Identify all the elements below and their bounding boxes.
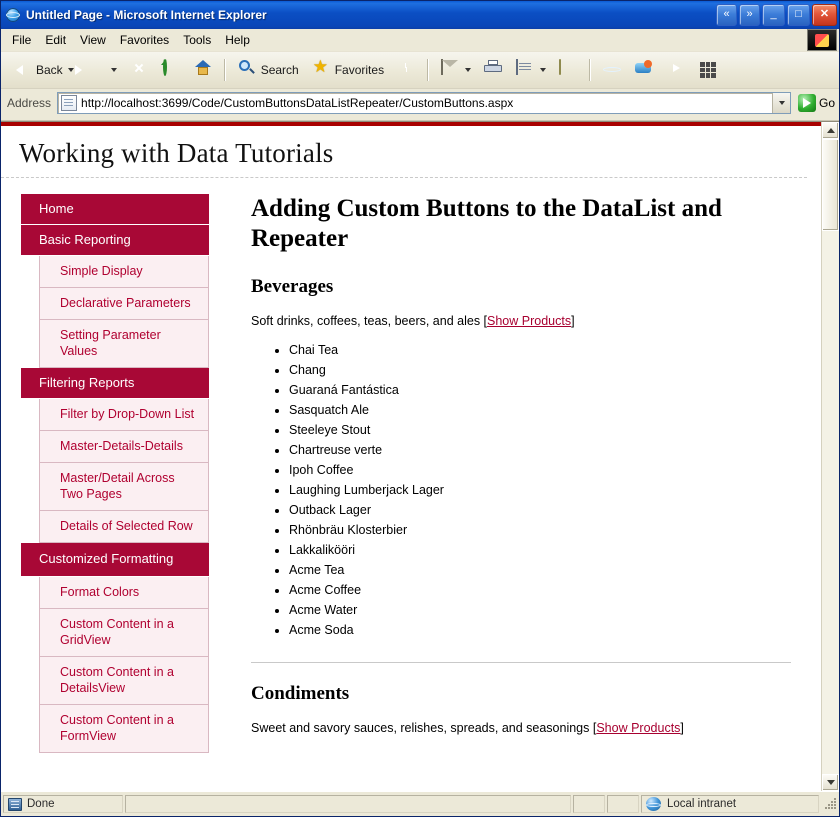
windows-logo-icon bbox=[807, 29, 837, 51]
stop-icon bbox=[129, 60, 149, 80]
address-dropdown-button[interactable] bbox=[772, 93, 790, 113]
menu-file[interactable]: File bbox=[12, 33, 32, 47]
home-button[interactable] bbox=[188, 57, 218, 83]
article-title: Adding Custom Buttons to the DataList and Repeater bbox=[251, 195, 722, 252]
sidebar-item-filtering-reports[interactable]: Filtering Reports bbox=[21, 368, 209, 399]
star-icon: ★ bbox=[312, 57, 328, 76]
home-icon bbox=[193, 60, 213, 80]
web-page bbox=[1, 122, 821, 791]
scroll-up-button[interactable] bbox=[822, 122, 839, 139]
status-bar bbox=[1, 791, 839, 816]
msn-button[interactable] bbox=[629, 57, 659, 83]
status-filler bbox=[125, 795, 571, 813]
sidebar-item-details-of-selected-row[interactable]: Details of Selected Row bbox=[39, 511, 209, 543]
back-button-label: Back bbox=[36, 63, 63, 77]
refresh-icon bbox=[161, 60, 181, 80]
resize-grip[interactable] bbox=[823, 795, 839, 813]
list-item: • Chang bbox=[289, 360, 791, 380]
security-zone-label: Local intranet bbox=[667, 798, 737, 810]
restore-group-right-button[interactable]: » bbox=[739, 4, 760, 26]
list-item: • Laughing Lumberjack Lager bbox=[289, 480, 791, 500]
scroll-down-button[interactable] bbox=[822, 774, 839, 791]
status-text: Done bbox=[27, 798, 55, 810]
discussions-icon bbox=[558, 60, 578, 80]
chevron-down-icon[interactable] bbox=[68, 68, 74, 72]
list-item: • Acme Coffee bbox=[289, 580, 791, 600]
page-icon bbox=[61, 95, 77, 111]
media-play-icon bbox=[666, 60, 686, 80]
section-heading-beverages: Beverages bbox=[251, 276, 334, 297]
toolbar-separator bbox=[224, 59, 226, 81]
history-button[interactable] bbox=[391, 57, 421, 83]
toolbar-separator bbox=[589, 59, 591, 81]
chevron-down-icon[interactable] bbox=[111, 68, 117, 72]
list-item: • Acme Soda bbox=[289, 620, 791, 640]
list-item: • Lakkalikööri bbox=[289, 540, 791, 560]
sidebar-item-format-colors[interactable]: Format Colors bbox=[39, 577, 209, 609]
close-button[interactable]: ✕ bbox=[812, 4, 837, 26]
section-blurb-condiments bbox=[251, 719, 791, 737]
refresh-button[interactable] bbox=[156, 57, 186, 83]
back-arrow-icon bbox=[12, 60, 32, 80]
maximize-button[interactable]: □ bbox=[787, 4, 810, 26]
security-zone bbox=[641, 795, 819, 813]
edit-button[interactable] bbox=[510, 57, 551, 83]
apps-grid-button[interactable] bbox=[693, 57, 723, 83]
page-done-icon bbox=[8, 798, 22, 811]
menu-bar bbox=[1, 29, 839, 52]
vertical-scrollbar[interactable] bbox=[821, 122, 839, 791]
address-bar bbox=[1, 89, 839, 121]
forward-button[interactable] bbox=[81, 57, 122, 83]
scrollbar-thumb[interactable] bbox=[822, 139, 839, 231]
minimize-button[interactable]: _ bbox=[762, 4, 785, 26]
menu-tools[interactable]: Tools bbox=[183, 33, 212, 47]
msn-icon bbox=[634, 60, 654, 80]
edit-page-icon bbox=[515, 60, 535, 80]
list-item: • Chai Tea bbox=[289, 340, 791, 360]
list-item: • Sasquatch Ale bbox=[289, 400, 791, 420]
toolbar bbox=[1, 52, 839, 89]
status-slot-1 bbox=[573, 795, 605, 813]
search-icon bbox=[237, 60, 257, 80]
sidebar-item-declarative-parameters[interactable]: Declarative Parameters bbox=[39, 288, 209, 320]
list-item: • Steeleye Stout bbox=[289, 420, 791, 440]
restore-group-left-button[interactable]: « bbox=[716, 4, 737, 26]
page-body bbox=[1, 178, 821, 753]
globe-icon bbox=[602, 60, 622, 80]
forward-arrow-icon bbox=[86, 60, 106, 80]
blurb-text: Sweet and savory sauces, relishes, spreads, and seasonings [ bbox=[251, 721, 597, 735]
sidebar-item-simple-display[interactable]: Simple Display bbox=[39, 256, 209, 288]
product-list-beverages bbox=[251, 340, 791, 640]
menu-help[interactable]: Help bbox=[225, 33, 250, 47]
media-button[interactable] bbox=[661, 57, 691, 83]
sidebar-item-home[interactable]: Home bbox=[21, 194, 209, 225]
blurb-text: Soft drinks, coffees, teas, beers, and ales [ bbox=[251, 314, 488, 328]
go-button[interactable] bbox=[798, 94, 835, 112]
title-bar bbox=[1, 1, 839, 29]
blurb-text-end: ] bbox=[680, 721, 684, 735]
status-slot-2 bbox=[607, 795, 639, 813]
go-arrow-icon bbox=[798, 94, 816, 112]
discuss-button[interactable] bbox=[553, 57, 583, 83]
chevron-up-icon bbox=[827, 128, 835, 133]
site-header bbox=[1, 126, 807, 178]
mail-icon bbox=[440, 60, 460, 80]
mail-button[interactable] bbox=[435, 57, 476, 83]
blurb-text-end: ] bbox=[571, 314, 575, 328]
go-button-label: Go bbox=[818, 96, 835, 110]
main-content bbox=[209, 194, 821, 753]
search-button-label: Search bbox=[260, 63, 299, 77]
sidebar-item-custom-content-gridview[interactable]: Custom Content in a GridView bbox=[39, 609, 209, 657]
sidebar-item-customized-formatting[interactable]: Customized Formatting bbox=[21, 543, 209, 577]
print-button[interactable] bbox=[478, 57, 508, 83]
chevron-down-icon bbox=[827, 780, 835, 785]
chevron-down-icon[interactable] bbox=[540, 68, 546, 72]
page-title: Working with Data Tutorials bbox=[19, 138, 334, 168]
window-controls bbox=[716, 4, 837, 26]
ie-globe-icon bbox=[5, 7, 21, 23]
toolbar-separator bbox=[427, 59, 429, 81]
section-blurb-beverages bbox=[251, 312, 791, 330]
back-button[interactable] bbox=[7, 57, 79, 83]
list-item: • Ipoh Coffee bbox=[289, 460, 791, 480]
browser-viewport bbox=[1, 121, 839, 791]
list-item: • Guaraná Fantástica bbox=[289, 380, 791, 400]
window-title: Untitled Page - Microsoft Internet Explorer bbox=[26, 8, 267, 22]
sidebar-item-master-detail-across-two-pages[interactable]: Master/Detail Across Two Pages bbox=[39, 463, 209, 511]
grid-icon bbox=[698, 60, 718, 80]
list-item: • Outback Lager bbox=[289, 500, 791, 520]
address-input[interactable] bbox=[57, 92, 791, 114]
chevron-down-icon bbox=[779, 101, 785, 105]
favorites-button-label: Favorites bbox=[334, 63, 385, 77]
show-products-link-condiments[interactable]: Show Products bbox=[596, 721, 681, 735]
section-heading-condiments: Condiments bbox=[251, 683, 350, 704]
sidebar-item-custom-content-detailsview[interactable]: Custom Content in a DetailsView bbox=[39, 657, 209, 705]
sidebar-nav bbox=[21, 194, 209, 753]
sidebar-item-basic-reporting[interactable]: Basic Reporting bbox=[21, 225, 209, 256]
sidebar-item-filter-by-drop-down-list[interactable]: Filter by Drop-Down List bbox=[39, 399, 209, 431]
chevron-down-icon[interactable] bbox=[465, 68, 471, 72]
favorites-button[interactable] bbox=[306, 57, 389, 83]
messenger-globe-button[interactable] bbox=[597, 57, 627, 83]
history-icon bbox=[396, 60, 416, 80]
list-item: • Rhönbräu Klosterbier bbox=[289, 520, 791, 540]
show-products-link-beverages[interactable]: Show Products bbox=[487, 314, 572, 328]
sidebar-item-custom-content-formview[interactable]: Custom Content in a FormView bbox=[39, 705, 209, 753]
list-item: • Chartreuse verte bbox=[289, 440, 791, 460]
printer-icon bbox=[483, 60, 503, 80]
stop-button[interactable] bbox=[124, 57, 154, 83]
globe-icon bbox=[646, 797, 661, 811]
scrollbar-track[interactable] bbox=[822, 139, 839, 774]
menu-view[interactable]: View bbox=[80, 33, 106, 47]
sidebar-item-setting-parameter-values[interactable]: Setting Parameter Values bbox=[39, 320, 209, 368]
address-label: Address bbox=[7, 96, 52, 110]
list-item: • Acme Tea bbox=[289, 560, 791, 580]
list-item: • Acme Water bbox=[289, 600, 791, 620]
search-button[interactable] bbox=[232, 57, 304, 83]
menu-favorites[interactable]: Favorites bbox=[119, 33, 170, 47]
section-divider bbox=[251, 662, 791, 663]
sidebar-item-master-details-details[interactable]: Master-Details-Details bbox=[39, 431, 209, 463]
status-message bbox=[3, 795, 123, 813]
address-url-text: http://localhost:3699/Code/CustomButtonsDataListRepeater/CustomButtons.aspx bbox=[81, 96, 514, 110]
menu-edit[interactable]: Edit bbox=[45, 33, 67, 47]
